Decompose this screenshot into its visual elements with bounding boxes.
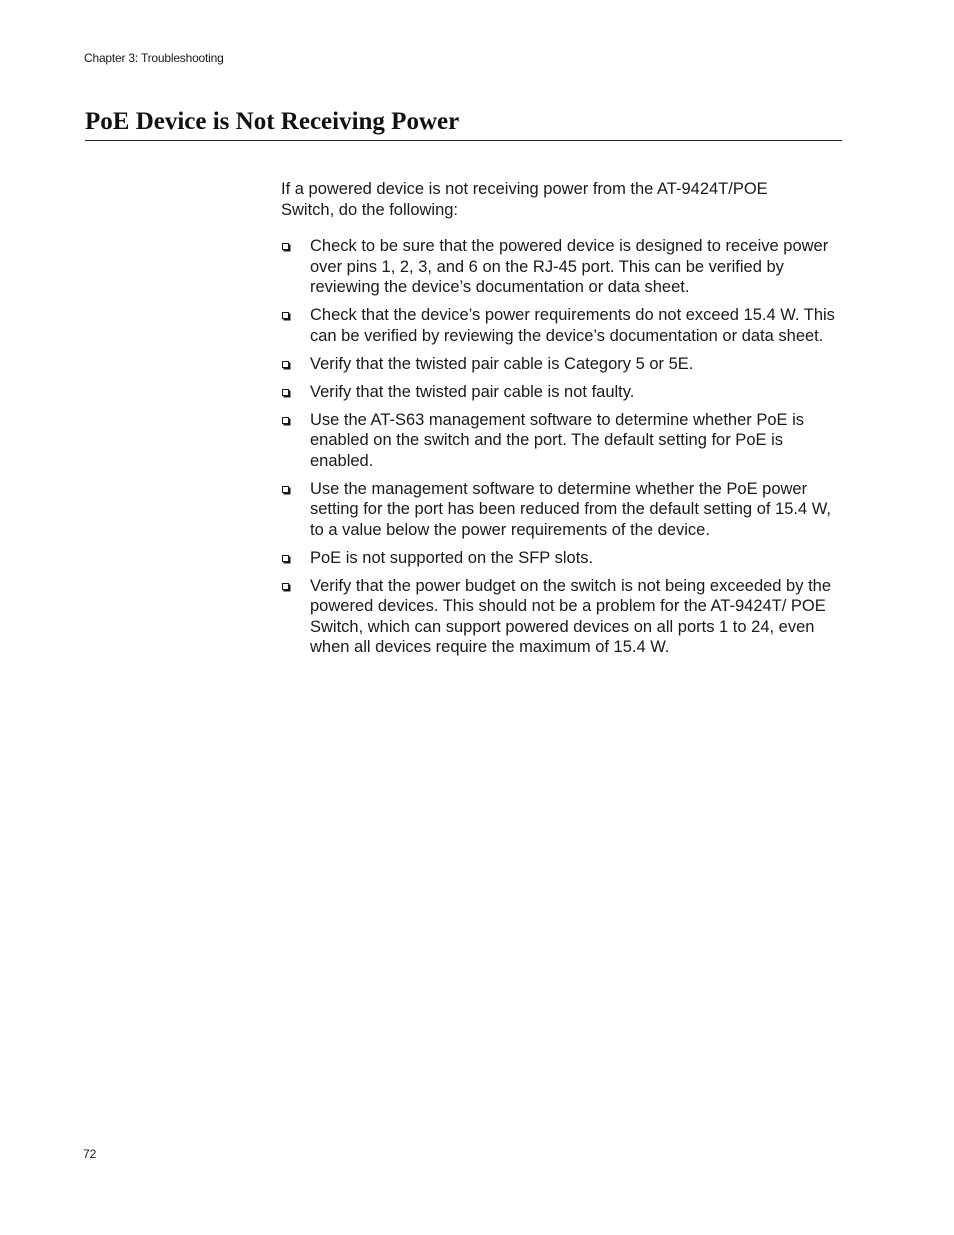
list-item: [281, 410, 841, 472]
title-rule: [85, 140, 842, 141]
list-item-text: Check to be sure that the powered device is designed to receive power over pins 1, 2, 3, and 6 on the RJ-45 port. This can be verified by reviewing the device’s documentation or data sheet.: [310, 237, 829, 296]
list-item-text: Verify that the power budget on the switch is not being exceeded by the powered devices. This should not be a problem for the AT-9424T/ POE Switch, which can support powered devices on all ports 1 to 24, even when all devices require the maximum of 15.4 W.: [310, 576, 832, 656]
list-item: [281, 305, 841, 346]
intro-paragraph: If a powered device is not receiving power from the AT-9424T/POE Switch, do the following:: [281, 180, 768, 219]
list-item: [281, 548, 841, 569]
list-item: [281, 354, 841, 375]
checkbox-square-icon: [282, 361, 289, 368]
list-item-text: Use the management software to determine whether the PoE power setting for the port has been reduced from the default setting of 15.4 W, to a value below the power requirements of the device.: [310, 479, 831, 539]
bullet-list: [281, 236, 841, 658]
checkbox-square-icon: [282, 389, 289, 396]
list-item: [281, 479, 841, 541]
list-item-text: Verify that the twisted pair cable is not faulty.: [310, 382, 635, 401]
section-title: PoE Device is Not Receiving Power: [85, 108, 460, 135]
list-item-text: Check that the device’s power requirements do not exceed 15.4 W. This can be verified by reviewing the device’s documentation or data sheet.: [310, 306, 835, 345]
list-item: [281, 576, 841, 658]
list-item-text: PoE is not supported on the SFP slots.: [310, 548, 594, 567]
list-item-text: Use the AT-S63 management software to determine whether PoE is enabled on the switch and the port. The default setting for PoE is enabled.: [310, 410, 805, 470]
checkbox-square-icon: [282, 417, 289, 424]
checkbox-square-icon: [282, 486, 289, 493]
checkbox-square-icon: [282, 583, 289, 590]
list-item-text: Verify that the twisted pair cable is Category 5 or 5E.: [310, 354, 694, 373]
checkbox-square-icon: [282, 555, 289, 562]
body-block: [281, 179, 841, 665]
running-header: Chapter 3: Troubleshooting: [84, 51, 224, 65]
checkbox-square-icon: [282, 243, 289, 250]
page-number: 72: [83, 1147, 97, 1161]
checkbox-square-icon: [282, 312, 289, 319]
list-item: [281, 382, 841, 403]
list-item: [281, 236, 841, 298]
